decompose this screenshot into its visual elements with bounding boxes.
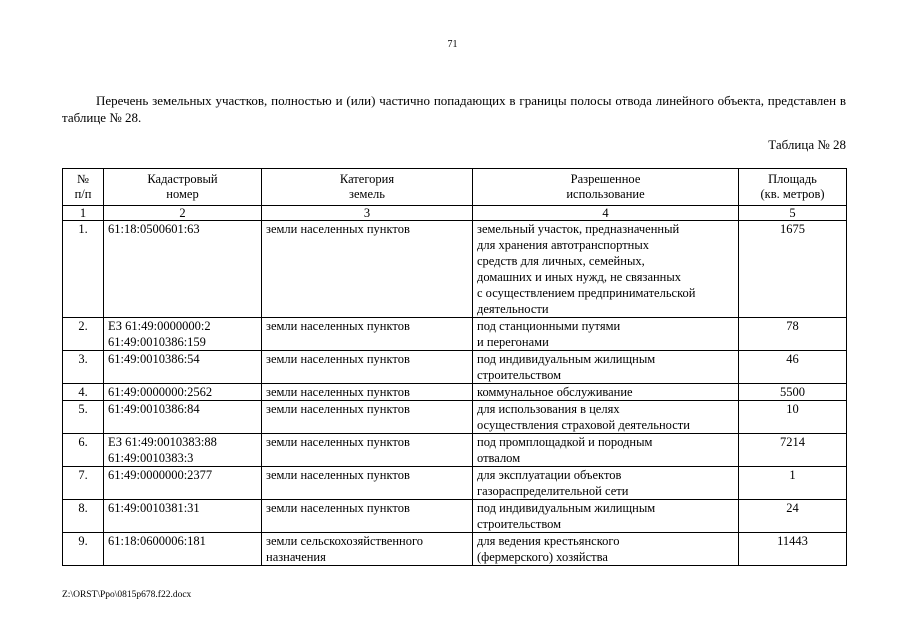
- cell-cadastral-number: [104, 533, 262, 566]
- cell-line: земли населенных пунктов: [266, 435, 410, 449]
- table-row: [63, 401, 847, 434]
- land-plots-table: [62, 168, 847, 566]
- cell-cadastral-number: [104, 467, 262, 500]
- cell-permitted-use: [473, 434, 739, 467]
- footer-file-path: Z:\ORST\Ppo\0815p678.f22.docx: [62, 590, 192, 600]
- cell-area: 78: [739, 318, 847, 351]
- table-row: [63, 384, 847, 401]
- cell-line: для ведения крестьянского: [477, 534, 620, 548]
- cell-land-category: [262, 500, 473, 533]
- header-number: № п/п: [63, 169, 104, 206]
- cell-number: 6.: [63, 434, 104, 467]
- cell-line: строительством: [477, 368, 562, 382]
- header-area: Площадь (кв. метров): [739, 169, 847, 206]
- cell-number: 2.: [63, 318, 104, 351]
- cell-line: 61:49:0010386:54: [108, 352, 200, 366]
- cell-line: газораспределительной сети: [477, 484, 629, 498]
- cell-line: 61:49:0010383:3: [108, 451, 194, 465]
- cell-line: для эксплуатации объектов: [477, 468, 622, 482]
- cell-cadastral-number: [104, 318, 262, 351]
- cell-cadastral-number: [104, 401, 262, 434]
- cell-line: под индивидуальным жилищным: [477, 352, 656, 366]
- cell-land-category: [262, 221, 473, 318]
- cell-line: ЕЗ 61:49:0010383:88: [108, 435, 217, 449]
- cell-cadastral-number: [104, 384, 262, 401]
- cell-permitted-use: [473, 467, 739, 500]
- cell-line: отвалом: [477, 451, 521, 465]
- cell-cadastral-number: [104, 221, 262, 318]
- cell-land-category: [262, 434, 473, 467]
- table-row: [63, 351, 847, 384]
- cell-number: 3.: [63, 351, 104, 384]
- cell-permitted-use: [473, 384, 739, 401]
- cell-permitted-use: [473, 221, 739, 318]
- cell-number: 5.: [63, 401, 104, 434]
- cell-line: 61:49:0010386:84: [108, 402, 200, 416]
- cell-line: коммунальное обслуживание: [477, 385, 633, 399]
- column-number: 4: [473, 206, 739, 221]
- table-row: [63, 533, 847, 566]
- header-usage: Разрешенное использование: [473, 169, 739, 206]
- cell-line: под промплощадкой и породным: [477, 435, 653, 449]
- cell-line: (фермерского) хозяйства: [477, 550, 608, 564]
- cell-line: земли населенных пунктов: [266, 402, 410, 416]
- table-row: [63, 318, 847, 351]
- cell-number: 1.: [63, 221, 104, 318]
- cell-line: 61:49:0000000:2377: [108, 468, 213, 482]
- cell-line: 61:18:0600006:181: [108, 534, 206, 548]
- cell-land-category: [262, 384, 473, 401]
- cell-permitted-use: [473, 533, 739, 566]
- cell-area: 46: [739, 351, 847, 384]
- table-row: [63, 500, 847, 533]
- cell-area: 24: [739, 500, 847, 533]
- cell-line: 61:49:0000000:2562: [108, 385, 213, 399]
- cell-line: для хранения автотранспортных: [477, 238, 650, 252]
- cell-line: земли населенных пунктов: [266, 319, 410, 333]
- column-number: 1: [63, 206, 104, 221]
- table-header-row: [63, 169, 847, 206]
- cell-line: под индивидуальным жилищным: [477, 501, 656, 515]
- cell-line: строительством: [477, 517, 562, 531]
- cell-cadastral-number: [104, 351, 262, 384]
- table-row: [63, 221, 847, 318]
- column-number: 2: [104, 206, 262, 221]
- cell-line: деятельности: [477, 302, 549, 316]
- column-numbers-row: [63, 206, 847, 221]
- cell-permitted-use: [473, 500, 739, 533]
- cell-permitted-use: [473, 351, 739, 384]
- header-category: Категория земель: [262, 169, 473, 206]
- cell-number: 7.: [63, 467, 104, 500]
- cell-land-category: [262, 351, 473, 384]
- cell-line: ЕЗ 61:49:0000000:2: [108, 319, 211, 333]
- cell-line: земли населенных пунктов: [266, 222, 410, 236]
- column-number: 3: [262, 206, 473, 221]
- cell-line: 61:18:0500601:63: [108, 222, 200, 236]
- cell-area: 11443: [739, 533, 847, 566]
- cell-permitted-use: [473, 401, 739, 434]
- cell-area: 5500: [739, 384, 847, 401]
- column-number: 5: [739, 206, 847, 221]
- cell-area: 7214: [739, 434, 847, 467]
- cell-land-category: [262, 533, 473, 566]
- cell-area: 1675: [739, 221, 847, 318]
- cell-land-category: [262, 467, 473, 500]
- cell-area: 10: [739, 401, 847, 434]
- cell-number: 8.: [63, 500, 104, 533]
- cell-line: земли сельскохозяйственного: [266, 534, 424, 548]
- cell-permitted-use: [473, 318, 739, 351]
- cell-line: 61:49:0010386:159: [108, 335, 206, 349]
- table-caption: Таблица № 28: [768, 137, 846, 152]
- cell-line: назначения: [266, 550, 326, 564]
- cell-cadastral-number: [104, 500, 262, 533]
- cell-line: средств для личных, семейных,: [477, 254, 645, 268]
- cell-line: земли населенных пунктов: [266, 468, 410, 482]
- cell-number: 4.: [63, 384, 104, 401]
- cell-line: земельный участок, предназначенный: [477, 222, 680, 236]
- table-row: [63, 434, 847, 467]
- cell-cadastral-number: [104, 434, 262, 467]
- cell-area: 1: [739, 467, 847, 500]
- page-number: 71: [447, 39, 458, 50]
- table-body: [63, 221, 847, 566]
- cell-land-category: [262, 401, 473, 434]
- cell-line: и перегонами: [477, 335, 549, 349]
- intro-paragraph: Перечень земельных участков, полностью и (или) частично попадающих в границы полосы отвода линейного объекта, представлен в таблице № 28.: [62, 93, 846, 125]
- cell-line: домашних и иных нужд, не связанных: [477, 270, 682, 284]
- cell-number: 9.: [63, 533, 104, 566]
- cell-line: земли населенных пунктов: [266, 385, 410, 399]
- cell-line: земли населенных пунктов: [266, 501, 410, 515]
- cell-land-category: [262, 318, 473, 351]
- cell-line: земли населенных пунктов: [266, 352, 410, 366]
- table-row: [63, 467, 847, 500]
- cell-line: осуществления страховой деятельности: [477, 418, 690, 432]
- header-cadastral: Кадастровый номер: [104, 169, 262, 206]
- cell-line: с осуществлением предпринимательской: [477, 286, 696, 300]
- cell-line: под станционными путями: [477, 319, 621, 333]
- cell-line: 61:49:0010381:31: [108, 501, 200, 515]
- cell-line: для использования в целях: [477, 402, 620, 416]
